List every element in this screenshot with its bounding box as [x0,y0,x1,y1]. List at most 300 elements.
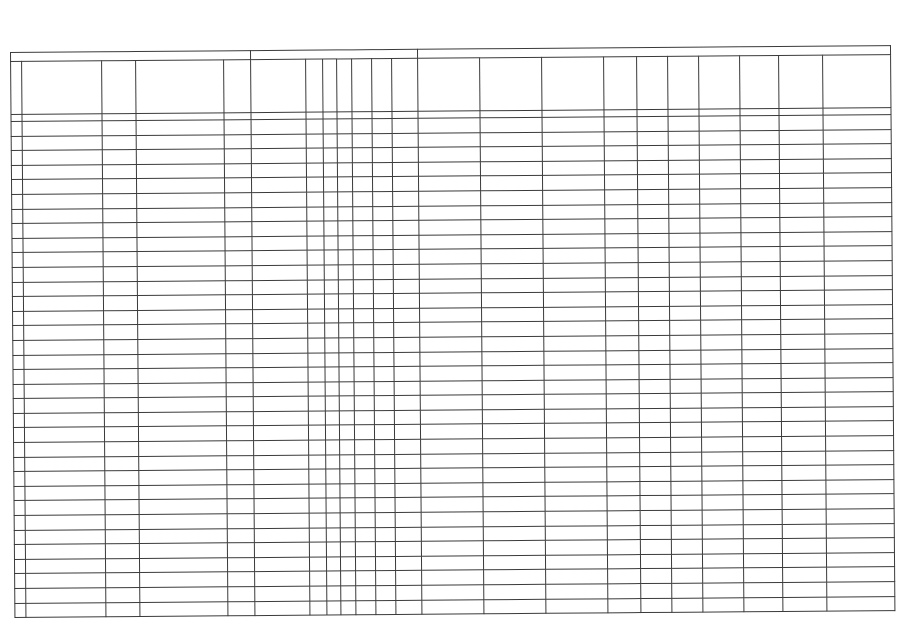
table-cell [780,246,824,261]
table-cell [106,602,140,617]
table-cell [104,398,138,413]
table-cell [12,238,23,253]
table-cell [418,147,480,162]
table-cell [780,173,824,188]
table-cell [701,393,742,408]
table-cell [543,190,605,205]
table-cell [700,189,741,204]
table-cell [671,510,702,525]
table-cell [483,453,545,468]
table-cell [307,265,324,280]
table-cell [228,601,255,616]
table-cell [104,427,138,442]
table-cell [481,278,543,293]
table-cell [26,588,106,603]
table-cell [395,498,421,513]
table-cell [545,438,607,453]
table-cell [309,455,326,470]
column-header [22,61,102,115]
table-cell [484,570,546,585]
table-cell [102,135,136,150]
table-cell [740,145,779,160]
table-cell [421,468,483,483]
table-cell [542,117,604,132]
table-cell [355,469,375,484]
table-cell [781,407,825,422]
table-cell [12,180,23,195]
table-cell [827,567,895,582]
table-cell [702,466,743,481]
table-cell [24,398,104,413]
table-cell [421,439,483,454]
table-cell [251,119,306,134]
table-cell [373,221,393,236]
table-cell [543,234,605,249]
table-cell [11,165,22,180]
table-cell [14,545,25,560]
table-cell [607,423,640,438]
table-cell [641,554,672,569]
table-cell [227,455,254,470]
table-cell [307,207,324,222]
table-cell [24,310,104,325]
table-cell [136,149,224,164]
table-cell [483,526,545,541]
table-cell [307,280,324,295]
table-cell [825,392,893,407]
table-cell [743,451,782,466]
table-cell [781,319,825,334]
table-cell [253,367,308,382]
table-cell [741,276,780,291]
table-cell [482,365,544,380]
table-cell [308,309,325,324]
table-cell [783,597,827,612]
column-header [779,55,823,108]
table-cell [484,599,546,614]
table-cell [308,396,325,411]
table-cell [544,350,606,365]
table-cell [326,455,340,470]
table-cell [375,483,395,498]
table-cell [420,395,482,410]
column-header [392,58,418,111]
table-cell [672,598,703,613]
column-header [604,57,637,110]
table-cell [672,568,703,583]
table-cell [606,350,639,365]
table-cell [481,176,543,191]
table-cell [354,367,374,382]
table-cell [15,574,26,589]
table-cell [352,177,372,192]
table-cell [671,437,702,452]
table-cell [341,586,356,601]
table-cell [309,542,326,557]
table-cell [103,223,137,238]
table-cell [24,340,104,355]
table-cell [254,528,309,543]
table-cell [324,192,338,207]
table-cell [670,350,701,365]
table-cell [139,543,227,558]
column-header [668,56,699,109]
table-cell [253,353,308,368]
table-cell [352,148,372,163]
table-cell [542,131,604,146]
table-cell [252,221,307,236]
table-cell [638,175,669,190]
table-cell [13,326,24,341]
table-cell [420,322,482,337]
table-cell [355,513,375,528]
table-cell [671,452,702,467]
table-cell [11,136,22,151]
table-cell [338,221,353,236]
table-cell [422,585,484,600]
table-cell [340,469,355,484]
table-cell [700,276,741,291]
table-cell [702,451,743,466]
table-cell [606,335,639,350]
table-cell [374,337,394,352]
table-cell [483,541,545,556]
table-cell [702,510,743,525]
table-cell [483,511,545,526]
table-cell [606,365,639,380]
table-cell [105,515,139,530]
table-cell [325,382,339,397]
column-header [136,60,224,114]
table-cell [24,369,104,384]
table-cell [323,163,337,178]
table-cell [12,282,23,297]
table-cell [24,325,104,340]
table-cell [669,291,700,306]
table-cell [25,442,105,457]
table-cell [637,160,668,175]
table-cell [104,383,138,398]
table-cell [338,236,353,251]
table-cell [546,584,608,599]
table-cell [606,394,639,409]
table-cell [783,582,827,597]
table-cell [306,134,323,149]
table-cell [701,408,742,423]
table-cell [481,219,543,234]
table-cell [638,218,669,233]
table-cell [420,410,482,425]
table-cell [700,203,741,218]
table-cell [421,453,483,468]
table-cell [394,396,420,411]
table-cell [139,485,227,500]
table-cell [743,422,782,437]
table-cell [481,249,543,264]
table-cell [140,572,228,587]
table-cell [224,120,251,135]
table-cell [393,206,419,221]
table-cell [419,176,481,191]
table-cell [139,470,227,485]
table-cell [543,175,605,190]
table-cell [699,116,740,131]
table-cell [22,165,102,180]
table-cell [339,411,354,426]
table-cell [12,224,23,239]
table-cell [544,394,606,409]
table-cell [741,188,780,203]
table-cell [782,524,826,539]
table-cell [480,117,542,132]
table-cell [309,528,326,543]
table-cell [12,253,23,268]
table-cell [545,423,607,438]
table-cell [306,163,323,178]
table-cell [701,320,742,335]
table-cell [641,583,672,598]
table-cell [225,222,252,237]
table-cell [226,426,253,441]
table-cell [338,265,353,280]
table-cell [421,497,483,512]
table-cell [324,236,338,251]
table-cell [15,588,26,603]
table-cell [779,115,823,130]
table-cell [307,294,324,309]
table-cell [781,305,825,320]
table-cell [638,204,669,219]
table-cell [671,481,702,496]
table-cell [607,481,640,496]
table-cell [23,179,103,194]
table-cell [543,263,605,278]
table-cell [11,151,22,166]
table-cell [670,306,701,321]
table-cell [671,525,702,540]
table-cell [639,394,670,409]
table-cell [251,163,306,178]
table-cell [353,250,373,265]
table-cell [106,573,140,588]
table-cell [392,177,418,192]
table-cell [640,481,671,496]
table-cell [12,194,23,209]
table-cell [225,193,252,208]
table-cell [356,571,376,586]
table-cell [420,366,482,381]
table-cell [481,234,543,249]
table-cell [608,584,641,599]
column-header [823,55,891,109]
table-cell [13,384,24,399]
column-header [418,58,480,111]
table-cell [25,515,105,530]
table-cell [637,146,668,161]
table-cell [255,586,310,601]
table-cell [12,209,23,224]
table-cell [639,379,670,394]
table-cell [743,524,782,539]
table-cell [23,208,103,223]
table-cell [355,498,375,513]
table-cell [419,191,481,206]
table-cell [355,440,375,455]
table-cell [13,428,24,443]
table-cell [639,350,670,365]
table-cell [25,559,105,574]
table-cell [668,116,699,131]
table-cell [481,263,543,278]
table-cell [481,292,543,307]
table-cell [700,233,741,248]
table-cell [606,379,639,394]
table-cell [139,441,227,456]
table-cell [480,161,542,176]
table-cell [825,348,893,363]
table-cell [326,440,340,455]
table-cell [420,337,482,352]
table-cell [823,144,891,159]
table-cell [306,119,323,134]
table-cell [481,190,543,205]
table-cell [14,559,25,574]
table-cell [137,237,225,252]
table-cell [355,483,375,498]
table-cell [252,265,307,280]
table-cell [23,296,103,311]
table-cell [225,266,252,281]
table-cell [373,191,393,206]
table-cell [139,499,227,514]
table-cell [394,366,420,381]
table-cell [483,424,545,439]
table-cell [375,469,395,484]
table-cell [637,131,668,146]
table-cell [104,354,138,369]
table-cell [227,557,254,572]
table-cell [605,263,638,278]
table-cell [824,173,892,188]
table-cell [422,599,484,614]
table-cell [543,204,605,219]
table-cell [701,364,742,379]
table-cell [421,424,483,439]
table-cell [545,511,607,526]
table-cell [340,498,355,513]
table-cell [420,308,482,323]
table-cell [782,422,826,437]
table-cell [482,336,544,351]
table-cell [253,396,308,411]
table-cell [608,569,641,584]
table-cell [605,248,638,263]
table-cell [543,277,605,292]
table-cell [326,484,340,499]
table-cell [484,584,546,599]
column-header [251,59,306,112]
table-cell [393,191,419,206]
table-cell [254,484,309,499]
table-cell [375,527,395,542]
table-cell [324,265,338,280]
table-cell [353,279,373,294]
table-cell [393,293,419,308]
table-cell [374,396,394,411]
table-cell [308,411,325,426]
table-cell [420,380,482,395]
table-cell [638,233,669,248]
table-cell [356,586,376,601]
table-cell [542,146,604,161]
table-cell [781,363,825,378]
table-cell [104,412,138,427]
table-cell [780,290,824,305]
table-cell [782,480,826,495]
table-cell [782,436,826,451]
table-cell [703,597,744,612]
table-cell [325,396,339,411]
table-cell [604,160,637,175]
table-cell [544,409,606,424]
table-cell [354,338,374,353]
table-cell [354,308,374,323]
table-cell [392,147,418,162]
table-cell [544,307,606,322]
table-cell [701,349,742,364]
table-cell [782,495,826,510]
table-cell [740,130,779,145]
table-cell [544,380,606,395]
column-header [480,57,542,110]
table-cell [825,377,893,392]
table-cell [742,320,781,335]
table-cell [137,251,225,266]
table-cell [138,412,226,427]
table-cell [671,496,702,511]
table-cell [353,265,373,280]
table-cell [254,557,309,572]
table-cell [826,494,894,509]
table-cell [607,467,640,482]
table-cell [338,206,353,221]
table-cell [105,471,139,486]
table-cell [780,232,824,247]
table-cell [418,118,480,133]
table-cell [392,162,418,177]
table-cell [309,484,326,499]
table-cell [780,217,824,232]
table-cell [226,368,253,383]
table-cell [743,495,782,510]
table-cell [670,335,701,350]
table-cell [783,568,827,583]
table-cell [138,397,226,412]
table-cell [604,146,637,161]
table-cell [323,119,337,134]
table-cell [640,437,671,452]
table-cell [703,568,744,583]
column-header [740,55,779,108]
table-cell [102,164,136,179]
table-cell [640,496,671,511]
table-cell [254,499,309,514]
table-cell [106,587,140,602]
table-cell [253,382,308,397]
table-cell [782,451,826,466]
table-cell [670,393,701,408]
table-cell [25,500,105,515]
